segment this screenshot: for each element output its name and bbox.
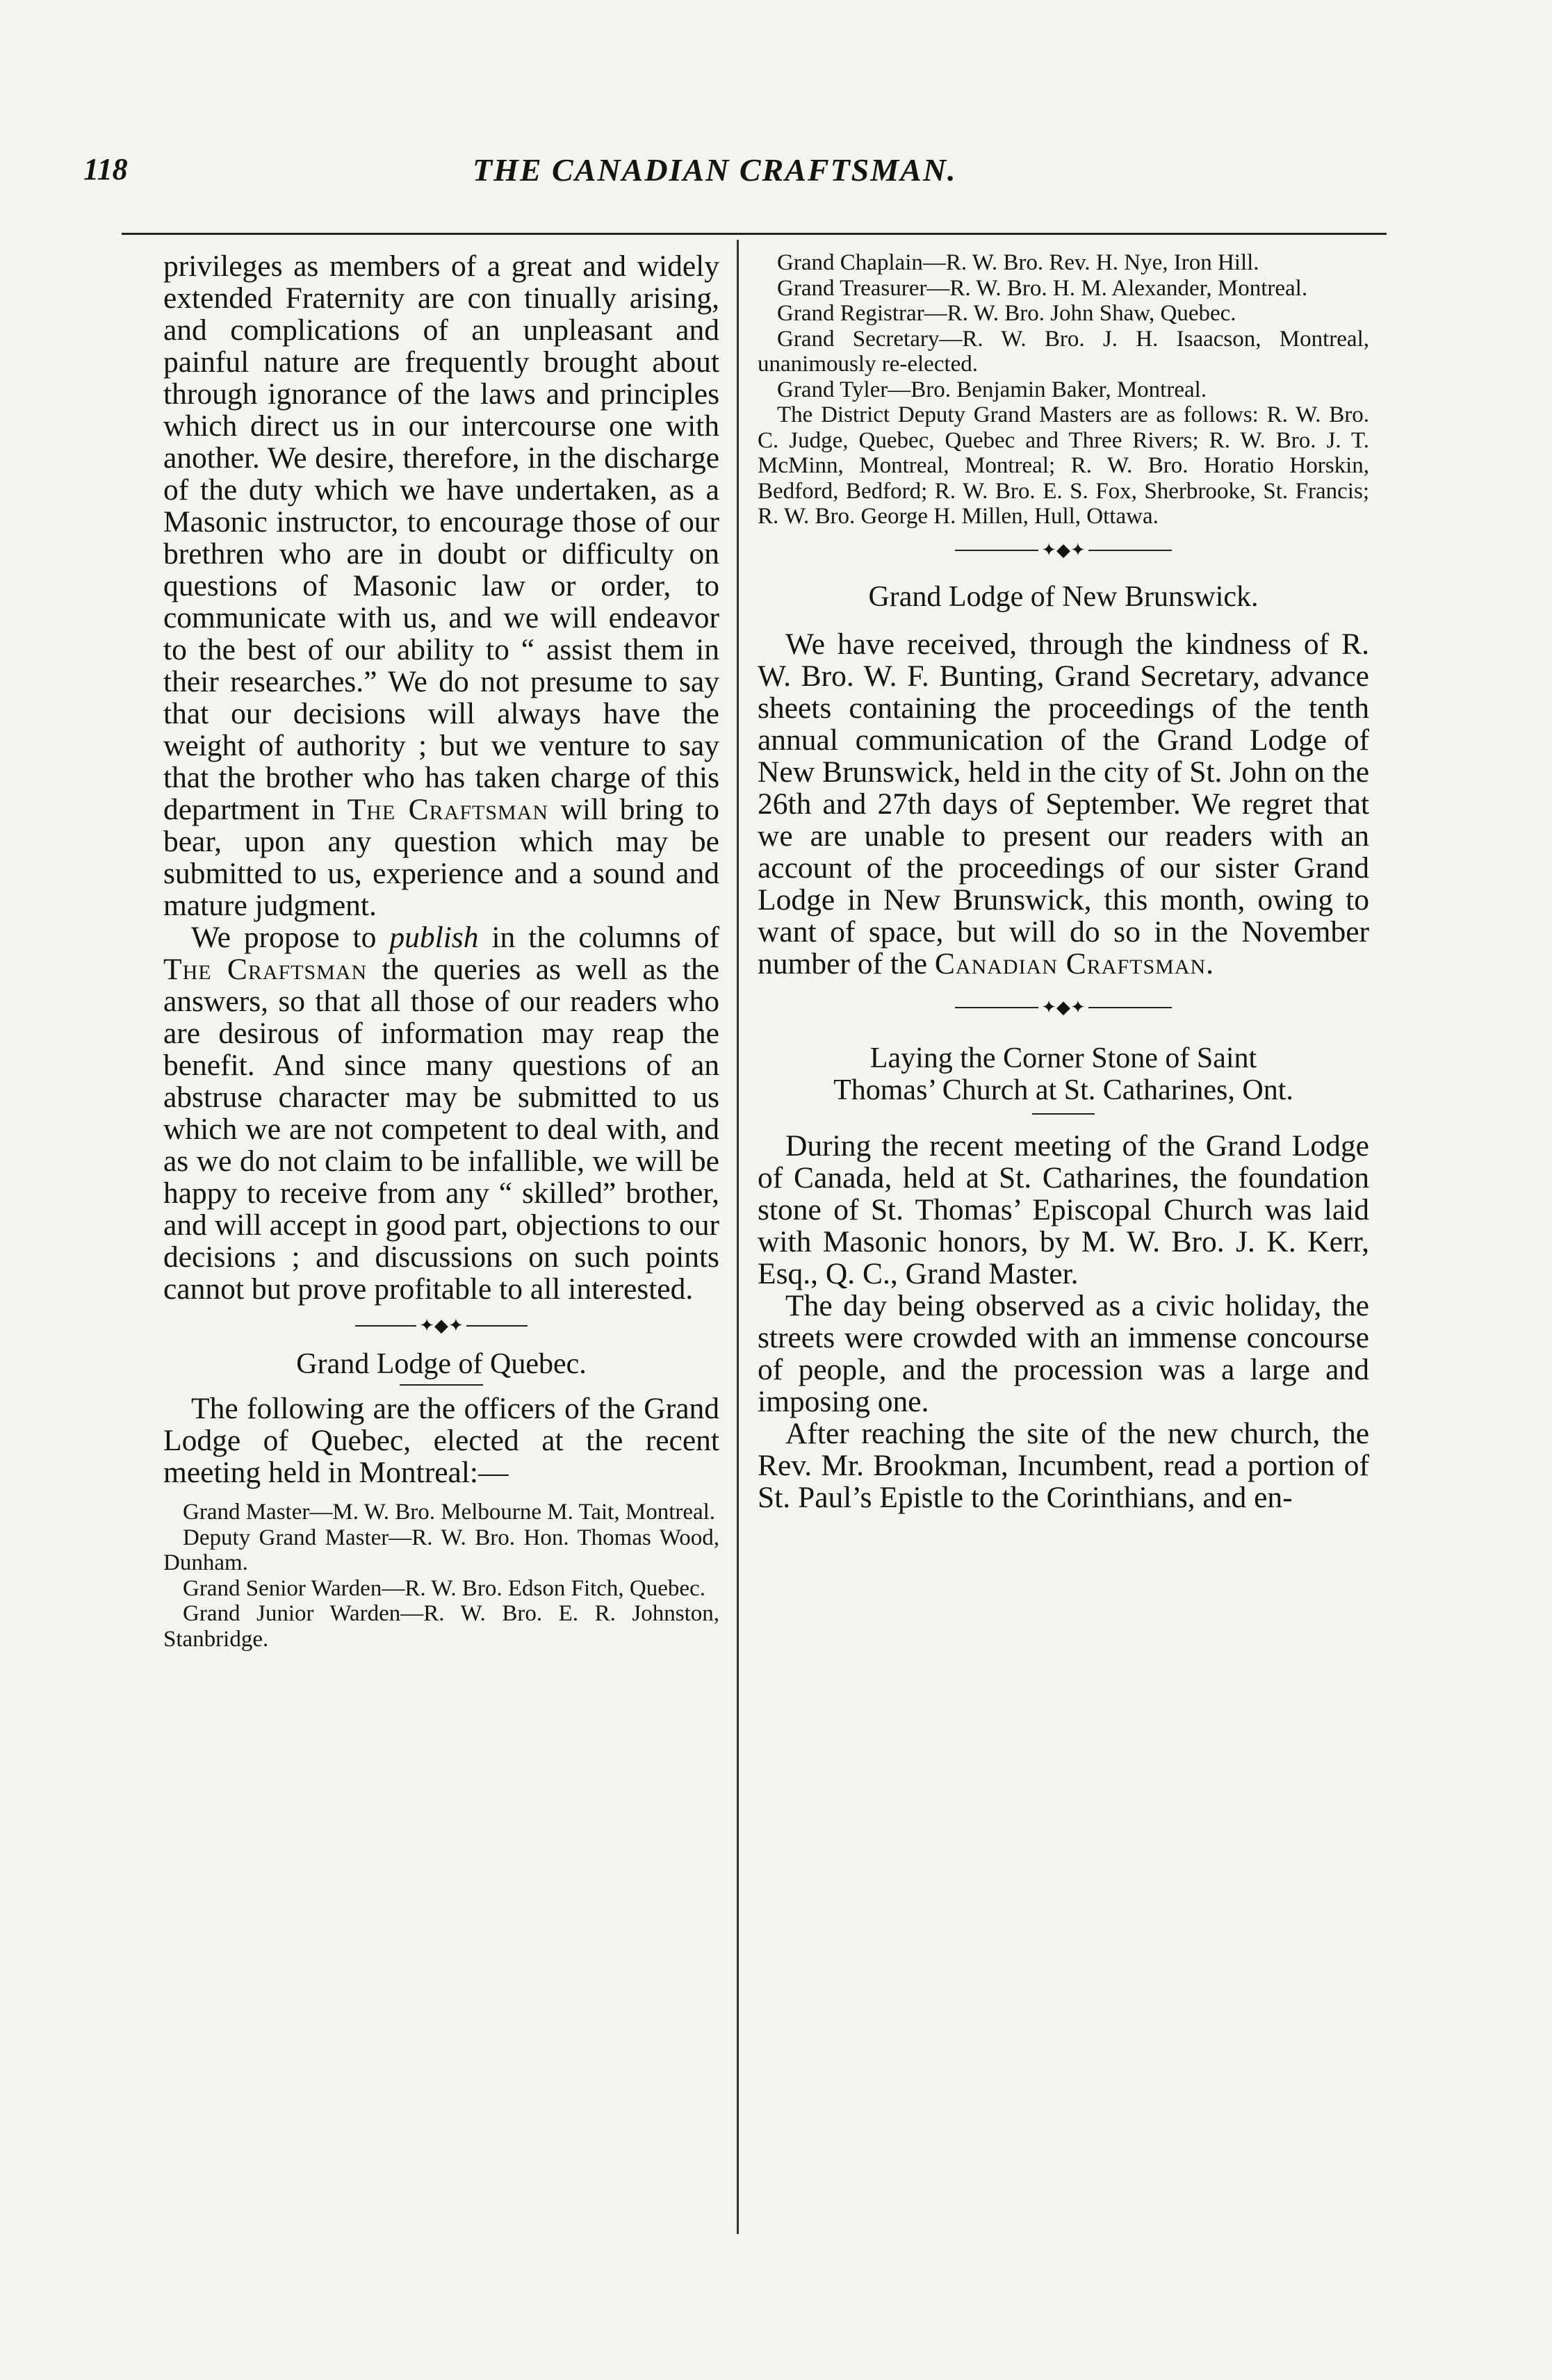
officer-entry: Grand Junior Warden—R. W. Bro. E. R. Johnston, Stanbridge. (163, 1601, 719, 1652)
officer-entry: Grand Registrar—R. W. Bro. John Shaw, Quebec. (777, 301, 1236, 326)
officer-entry: Grand Chaplain—R. W. Bro. Rev. H. Nye, Iron Hill. (777, 250, 1259, 275)
section-ornament: ✦◆✦ (163, 1319, 719, 1333)
right-column (758, 250, 1369, 1513)
officer-entry: Grand Tyler—Bro. Benjamin Baker, Montreal. (777, 377, 1207, 402)
article-paragraph: We have received, through the kindness of R. W. Bro. W. F. Bunting, Grand Secretary, advance sheets containing the proceedings of the tenth annual communication of the Grand Lodge of New Brunswick, held in the city of St. John on the 26th and 27th days of September. We regret that we are unable to present our readers with an account of the proceedings of our sister Grand Lodge in New Brunswick, this month, owing to want of space, but will do so in the November number of the Canadian Craftsman. (758, 627, 1369, 980)
officer-entry: Grand Treasurer—R. W. Bro. H. M. Alexander, Montreal. (777, 275, 1308, 301)
article-paragraph: After reaching the site of the new church, the Rev. Mr. Brookman, Incumbent, read a portion of St. Paul’s Epistle to the Corinthians, and en- (758, 1416, 1369, 1514)
section-title-quebec: Grand Lodge of Quebec. (296, 1348, 587, 1380)
left-column (163, 250, 719, 1652)
officer-entry: Deputy Grand Master—R. W. Bro. Hon. Thomas Wood, Dunham. (163, 1525, 719, 1575)
article-paragraph: During the recent meeting of the Grand Lodge of Canada, held at St. Catharines, the foundation stone of St. Thomas’ Episcopal Church was laid with Masonic honors, by M. W. Bro. J. K. Kerr, Esq., Q. C., Grand Master. (758, 1129, 1369, 1290)
running-title: THE CANADIAN CRAFTSMAN. (473, 152, 957, 188)
title-underline (758, 1113, 1369, 1115)
quebec-intro: The following are the officers of the Grand Lodge of Quebec, elected at the recent meeting held in Montreal:— (163, 1392, 719, 1489)
header-rule (122, 233, 1387, 235)
section-title-new-brunswick: Grand Lodge of New Brunswick. (868, 580, 1259, 613)
section-ornament: ✦◆✦ (758, 1001, 1369, 1015)
section-title-corner-stone: Laying the Corner Stone of Saint Thomas’ Church at St. Catharines, Ont. (833, 1042, 1293, 1106)
officer-entry: Grand Master—M. W. Bro. Melbourne M. Tait, Montreal. (183, 1500, 716, 1525)
section-ornament: ✦◆✦ (758, 543, 1369, 557)
page-header (83, 139, 1369, 202)
officer-list (758, 250, 1369, 530)
page-number: 118 (83, 152, 128, 186)
article-paragraph: We propose to publish in the columns of The Craftsman the queries as well as the answers, so that all those of our readers who are desirous of information may reap the benefit. And since many questions of an abstruse character may be submitted to us which we are not competent to deal with, and as we do not claim to be infallible, we will be happy to receive from any “ skilled” brother, and will accept in good part, objections to our decisions ; and discussions on such points cannot but prove profitable to all interested. (163, 921, 720, 1306)
column-divider (737, 240, 739, 2234)
article-paragraph: The day being observed as a civic holiday, the streets were crowded with an immense concourse of people, and the procession was a large and imposing one. (758, 1288, 1369, 1418)
officer-entry: Grand Secretary—R. W. Bro. J. H. Isaacson, Montreal, unanimously re-elected. (758, 326, 1369, 377)
article-paragraph: privileges as members of a great and widely extended Fraternity are con tinually arising, and complications of an unpleasant and painful nature are frequently brought about through ignorance of the laws and principles which direct us in our intercourse one with another. We desire, therefore, in the discharge of the duty which we have undertaken, as a Masonic instructor, to encourage those of our brethren who are in doubt or difficulty on questions of Masonic law or order, to communicate with us, and we will endeavor to the best of our ability to “ assist them in their researches.” We do not presume to say that our decisions will always have the weight of authority ; but we venture to say that the brother who has taken charge of this department in The Craftsman will bring to bear, upon any question which may be submitted to us, experience and a sound and mature judgment. (163, 249, 719, 922)
officer-list (163, 1500, 719, 1652)
officer-entry: Grand Senior Warden—R. W. Bro. Edson Fitch, Quebec. (183, 1575, 705, 1601)
deputies-paragraph: The District Deputy Grand Masters are as follows: R. W. Bro. C. Judge, Quebec, Quebec and Three Rivers; R. W. Bro. J. T. McMinn, Montreal, Montreal; R. W. Bro. Horatio Horskin, Bedford, Bedford; R. W. Bro. E. S. Fox, Sherbrooke, St. Francis; R. W. Bro. George H. Millen, Hull, Ottawa. (758, 402, 1369, 529)
title-underline (163, 1384, 719, 1386)
